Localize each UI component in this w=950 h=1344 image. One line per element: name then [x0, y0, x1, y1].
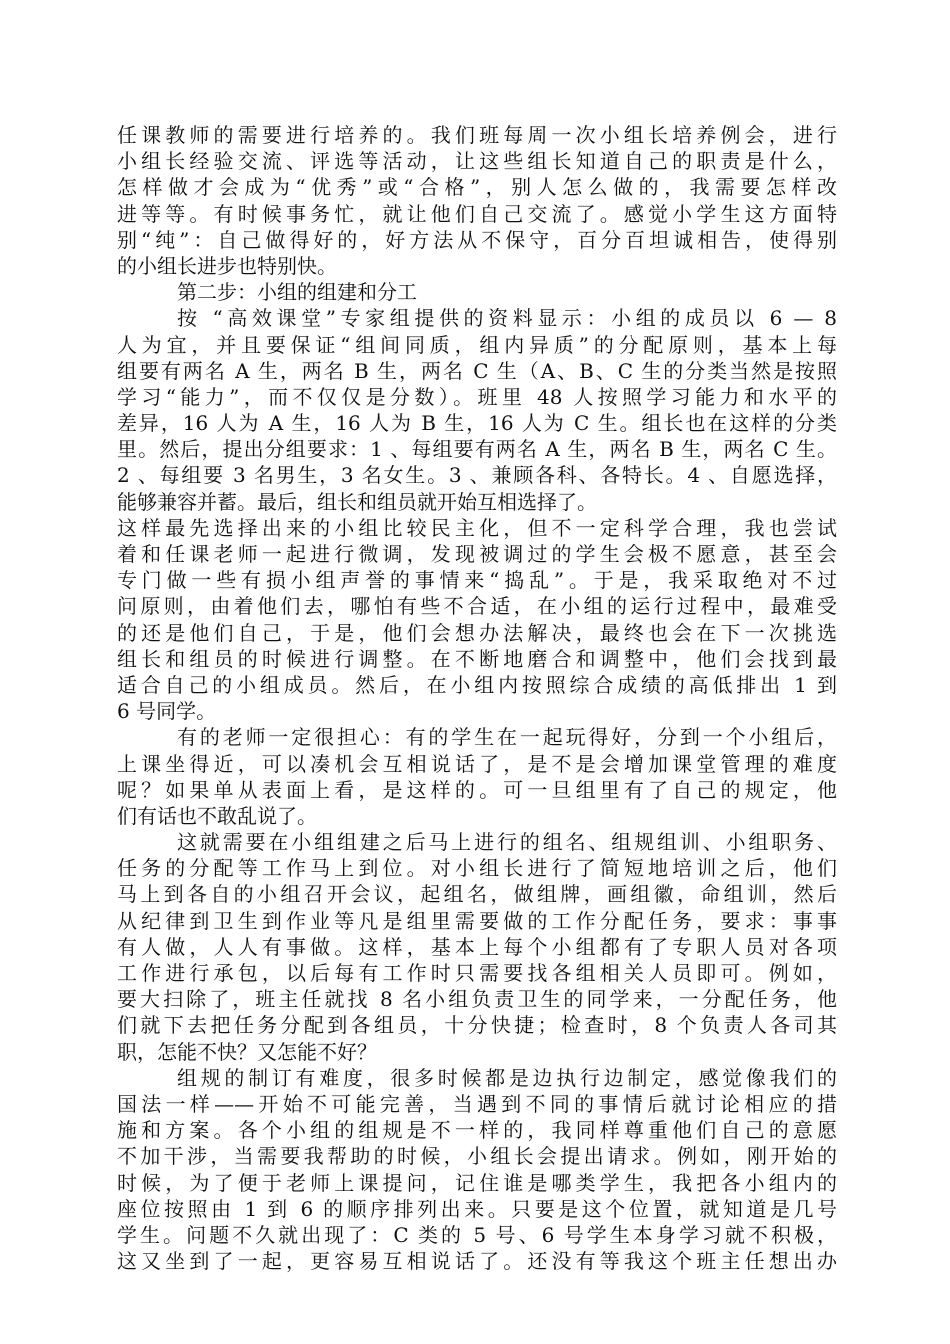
text-line: 马上到各自的小组召开会议，起组名，做组牌，画组徽，命组训，然后 — [117, 882, 837, 907]
text-line: 学习“能力”，而不仅仅是分数）。班里 48 人按照学习能力和水平的 — [117, 384, 837, 409]
text-line: 问原则，由着他们去，哪怕有些不合适，在小组的运行过程中，最难受 — [117, 594, 837, 619]
text-line: 这又坐到了一起，更容易互相说话了。还没有等我这个班主任想出办 — [117, 1249, 837, 1274]
text-line: 上课坐得近，可以凑机会互相说话了，是不是会增加课堂管理的难度 — [117, 751, 837, 776]
text-line: 的还是他们自己，于是，他们会想办法解决，最终也会在下一次挑选 — [117, 620, 837, 645]
text-line: 按 “高效课堂”专家组提供的资料显示：小组的成员以 6 — 8 — [177, 306, 837, 331]
text-line: 工作进行承包，以后每有工作时只需要找各组相关人员即可。例如， — [117, 961, 837, 985]
text-line: 怎样做才会成为“优秀”或“合格”，别人怎么做的，我需要怎样改 — [117, 175, 837, 200]
text-line: 国法一样——开始不可能完善，当遇到不同的事情后就讨论相应的措 — [117, 1091, 837, 1116]
text-line: 施和方案。各个小组的组规是不一样的，我同样尊重他们自己的意愿 — [117, 1118, 837, 1143]
document-body — [117, 122, 837, 1274]
text-line: 人为宜，并且要保证“组间同质，组内异质”的分配原则，基本上每 — [117, 332, 837, 357]
text-line: 专门做一些有损小组声誉的事情来“捣乱”。于是，我采取绝对不过 — [117, 568, 837, 593]
text-line: 座位按照由 1 到 6 的顺序排列出来。只要是这个位置，就知道是几号 — [117, 1196, 837, 1221]
text-line: 里。然后，提出分组要求：1 、每组要有两名 A 生，两名 B 生，两名 C 生。 — [117, 437, 837, 462]
text-line: 的小组长进步也特别快。 — [117, 253, 337, 278]
text-line: 们就下去把任务分配到各组员，十分快捷；检查时，8 个负责人各司其 — [117, 1013, 837, 1038]
text-line: 6 号同学。 — [117, 699, 217, 724]
text-line: 组长和组员的时候进行调整。在不断地磨合和调整中，他们会找到最 — [117, 646, 837, 671]
text-line: 进等等。有时候事务忙，就让他们自己交流了。感觉小学生这方面特 — [117, 201, 837, 226]
text-line: 时候，为了便于老师上课提问，记住谁是哪类学生，我把各小组内的 — [117, 1170, 837, 1195]
text-line: 组要有两名 A 生，两名 B 生，两名 C 生（A、B、C 生的分类当然是按照 — [117, 358, 837, 383]
text-line: 不加干涉，当需要我帮助的时候，小组长会提出请求。例如，刚开始的 — [117, 1144, 837, 1169]
text-line: 们有话也不敢乱说了。 — [117, 803, 317, 828]
text-line: 能够兼容并蓄。最后，组长和组员就开始互相选择了。 — [117, 489, 597, 514]
text-line: 从纪律到卫生到作业等凡是组里需要做的工作分配任务，要求：事事 — [117, 908, 837, 933]
text-line: 任务的分配等工作马上到位。对小组长进行了简短地培训之后，他们 — [117, 856, 837, 881]
text-line: 有人做，人人有事做。这样，基本上每个小组都有了专职人员对各项 — [117, 934, 837, 959]
text-line: 适合自己的小组成员。然后，在小组内按照综合成绩的高低排出 1 到 — [117, 672, 837, 697]
text-line: 这样最先选择出来的小组比较民主化，但不一定科学合理，我也尝试 — [117, 515, 837, 540]
text-line: 这就需要在小组组建之后马上进行的组名、组规组训、小组职务、 — [177, 830, 837, 855]
text-line: 着和任课老师一起进行微调，发现被调过的学生会极不愿意，甚至会 — [117, 542, 837, 566]
text-line: 别“纯”：自己做得好的，好方法从不保守，百分百坦诚相告，使得别 — [117, 227, 837, 252]
text-line: 差异，16 人为 A 生，16 人为 B 生，16 人为 C 生。组长也在这样的分类 — [117, 411, 837, 436]
text-line: 2 、每组要 3 名男生，3 名女生。3 、兼顾各科、各特长。4 、自愿选择， — [117, 463, 837, 488]
text-line: 任课教师的需要进行培养的。我们班每周一次小组长培养例会，进行 — [117, 123, 837, 147]
text-line: 呢？如果单从表面上看，是这样的。可一旦组里有了自己的规定，他 — [117, 777, 837, 802]
text-line: 职，怎能不快？又怎能不好？ — [117, 1039, 377, 1064]
text-line: 要大扫除了，班主任就找 8 名小组负责卫生的同学来，一分配任务，他 — [117, 987, 837, 1012]
text-line: 小组长经验交流、评选等活动，让这些组长知道自己的职责是什么， — [117, 149, 837, 174]
text-line: 学生。问题不久就出现了：C 类的 5 号、6 号学生本身学习就不积极， — [117, 1222, 837, 1247]
text-line: 组规的制订有难度，很多时候都是边执行边制定，感觉像我们的 — [177, 1065, 837, 1090]
text-line: 有的老师一定很担心：有的学生在一起玩得好，分到一个小组后， — [177, 725, 837, 750]
text-line: 第二步：小组的组建和分工 — [177, 280, 417, 305]
